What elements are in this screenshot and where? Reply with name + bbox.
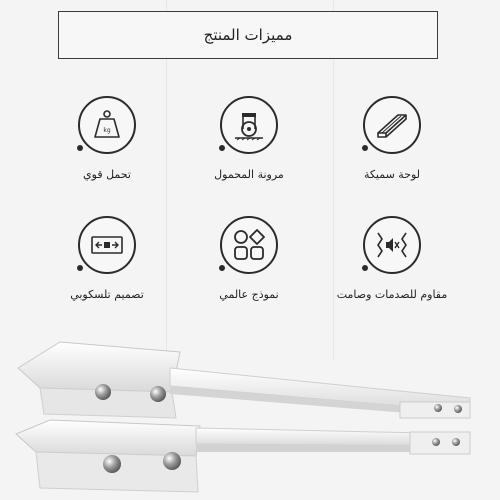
icon-dot <box>219 265 225 271</box>
feature-label: مرونة المحمول <box>214 168 284 181</box>
icon-dot <box>362 265 368 271</box>
shock-silent-icon <box>363 216 421 274</box>
feature-mobile-flexibility <box>189 96 309 206</box>
feature-thick-plate <box>332 96 452 206</box>
feature-label: تحمل قوي <box>83 168 131 181</box>
feature-telescopic-design <box>47 216 167 326</box>
universal-model-icon <box>220 216 278 274</box>
feature-label: لوحة سميكة <box>363 168 421 181</box>
product-image <box>0 330 500 500</box>
title-banner <box>58 11 438 59</box>
feature-label: تصميم تلسكوبي <box>70 288 144 301</box>
thick-plate-icon <box>363 96 421 154</box>
weight-icon-text: kg <box>103 127 111 134</box>
feature-label: نموذج عالمي <box>219 288 279 301</box>
feature-label: مقاوم للصدمات وصامت <box>336 288 448 301</box>
caster-wheel-icon <box>220 96 278 154</box>
page-title: مميزات المنتج <box>203 26 293 44</box>
telescopic-icon <box>78 216 136 274</box>
icon-dot <box>219 145 225 151</box>
icon-dot <box>362 145 368 151</box>
feature-strong-load <box>47 96 167 206</box>
feature-universal-model <box>189 216 309 326</box>
feature-shock-silent <box>332 216 452 326</box>
icon-dot <box>77 265 83 271</box>
weight-icon <box>78 96 136 154</box>
icon-dot <box>77 145 83 151</box>
